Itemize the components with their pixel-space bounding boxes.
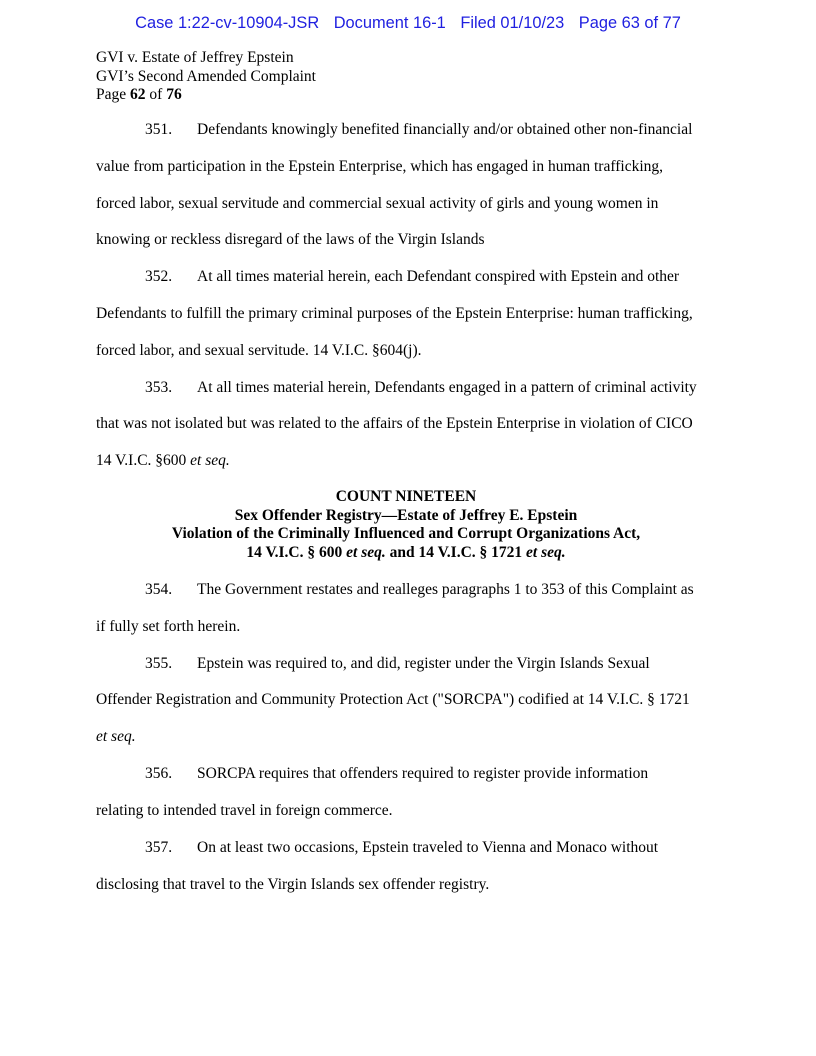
- paragraph-line: disclosing that travel to the Virgin Islands sex offender registry.: [96, 876, 490, 893]
- paragraph-line: that was not isolated but was related to the affairs of the Epstein Enterprise in violation of CICO: [96, 415, 693, 432]
- document-number: Document 16-1: [333, 14, 446, 32]
- paragraph-line: 357. On at least two occasions, Epstein traveled to Vienna and Monaco without: [145, 839, 659, 856]
- header-page-number: Page 62 of 76: [96, 86, 182, 103]
- count-subtitle: 14 V.I.C. § 600 et seq. and 14 V.I.C. § 1721 et seq.: [246, 543, 566, 561]
- paragraph-number: 356.: [145, 765, 173, 782]
- paragraph-line: forced labor, and sexual servitude. 14 V.I.C. §604(j).: [96, 342, 422, 359]
- paragraph-line: relating to intended travel in foreign commerce.: [96, 802, 393, 819]
- court-filing-stamp: [0, 14, 816, 33]
- paragraph-line: 14 V.I.C. §600 et seq.: [96, 452, 230, 469]
- paragraph-line: 352. At all times material herein, each Defendant conspired with Epstein and other: [145, 268, 680, 285]
- paragraph-number: 351.: [145, 121, 173, 138]
- paragraph-line: Defendants to fulfill the primary criminal purposes of the Epstein Enterprise: human trafficking,: [96, 305, 693, 322]
- paragraph-number: 355.: [145, 655, 173, 672]
- paragraph-line: knowing or reckless disregard of the laws of the Virgin Islands: [96, 231, 485, 248]
- stamp-page-number: Page 63 of 77: [578, 14, 681, 32]
- paragraph-line: 356. SORCPA requires that offenders required to register provide information: [145, 765, 649, 782]
- count-subtitle: Violation of the Criminally Influenced and Corrupt Organizations Act,: [171, 525, 641, 542]
- paragraph-number: 354.: [145, 581, 173, 598]
- paragraph-line: forced labor, sexual servitude and commercial sexual activity of girls and young women in: [96, 195, 659, 212]
- header-document-title: GVI’s Second Amended Complaint: [96, 67, 316, 85]
- count-title: COUNT NINETEEN: [335, 488, 477, 505]
- paragraph-line: 351. Defendants knowingly benefited financially and/or obtained other non-financial: [145, 121, 693, 138]
- paragraph-line: value from participation in the Epstein Enterprise, which has engaged in human trafficking,: [96, 158, 664, 175]
- count-heading: [0, 488, 812, 562]
- paragraph-line: 353. At all times material herein, Defendants engaged in a pattern of criminal activity: [145, 379, 697, 396]
- paragraph-line: 354. The Government restates and realleges paragraphs 1 to 353 of this Complaint as: [145, 581, 694, 598]
- paragraph-line: 355. Epstein was required to, and did, register under the Virgin Islands Sexual: [145, 655, 650, 672]
- paragraph-number: 357.: [145, 839, 173, 856]
- paragraph-line: et seq.: [96, 728, 136, 745]
- paragraph-number: 353.: [145, 379, 173, 396]
- case-number: Case 1:22-cv-10904-JSR: [135, 14, 320, 32]
- count-subtitle: Sex Offender Registry—Estate of Jeffrey E. Epstein: [234, 506, 578, 524]
- header-case-title: GVI v. Estate of Jeffrey Epstein: [96, 49, 294, 66]
- paragraph-line: Offender Registration and Community Protection Act ("SORCPA") codified at 14 V.I.C. § 1721: [96, 691, 690, 708]
- document-header: [96, 49, 316, 105]
- filed-date: Filed 01/10/23: [460, 14, 565, 32]
- paragraph-number: 352.: [145, 268, 173, 285]
- paragraph-line: if fully set forth herein.: [96, 618, 241, 635]
